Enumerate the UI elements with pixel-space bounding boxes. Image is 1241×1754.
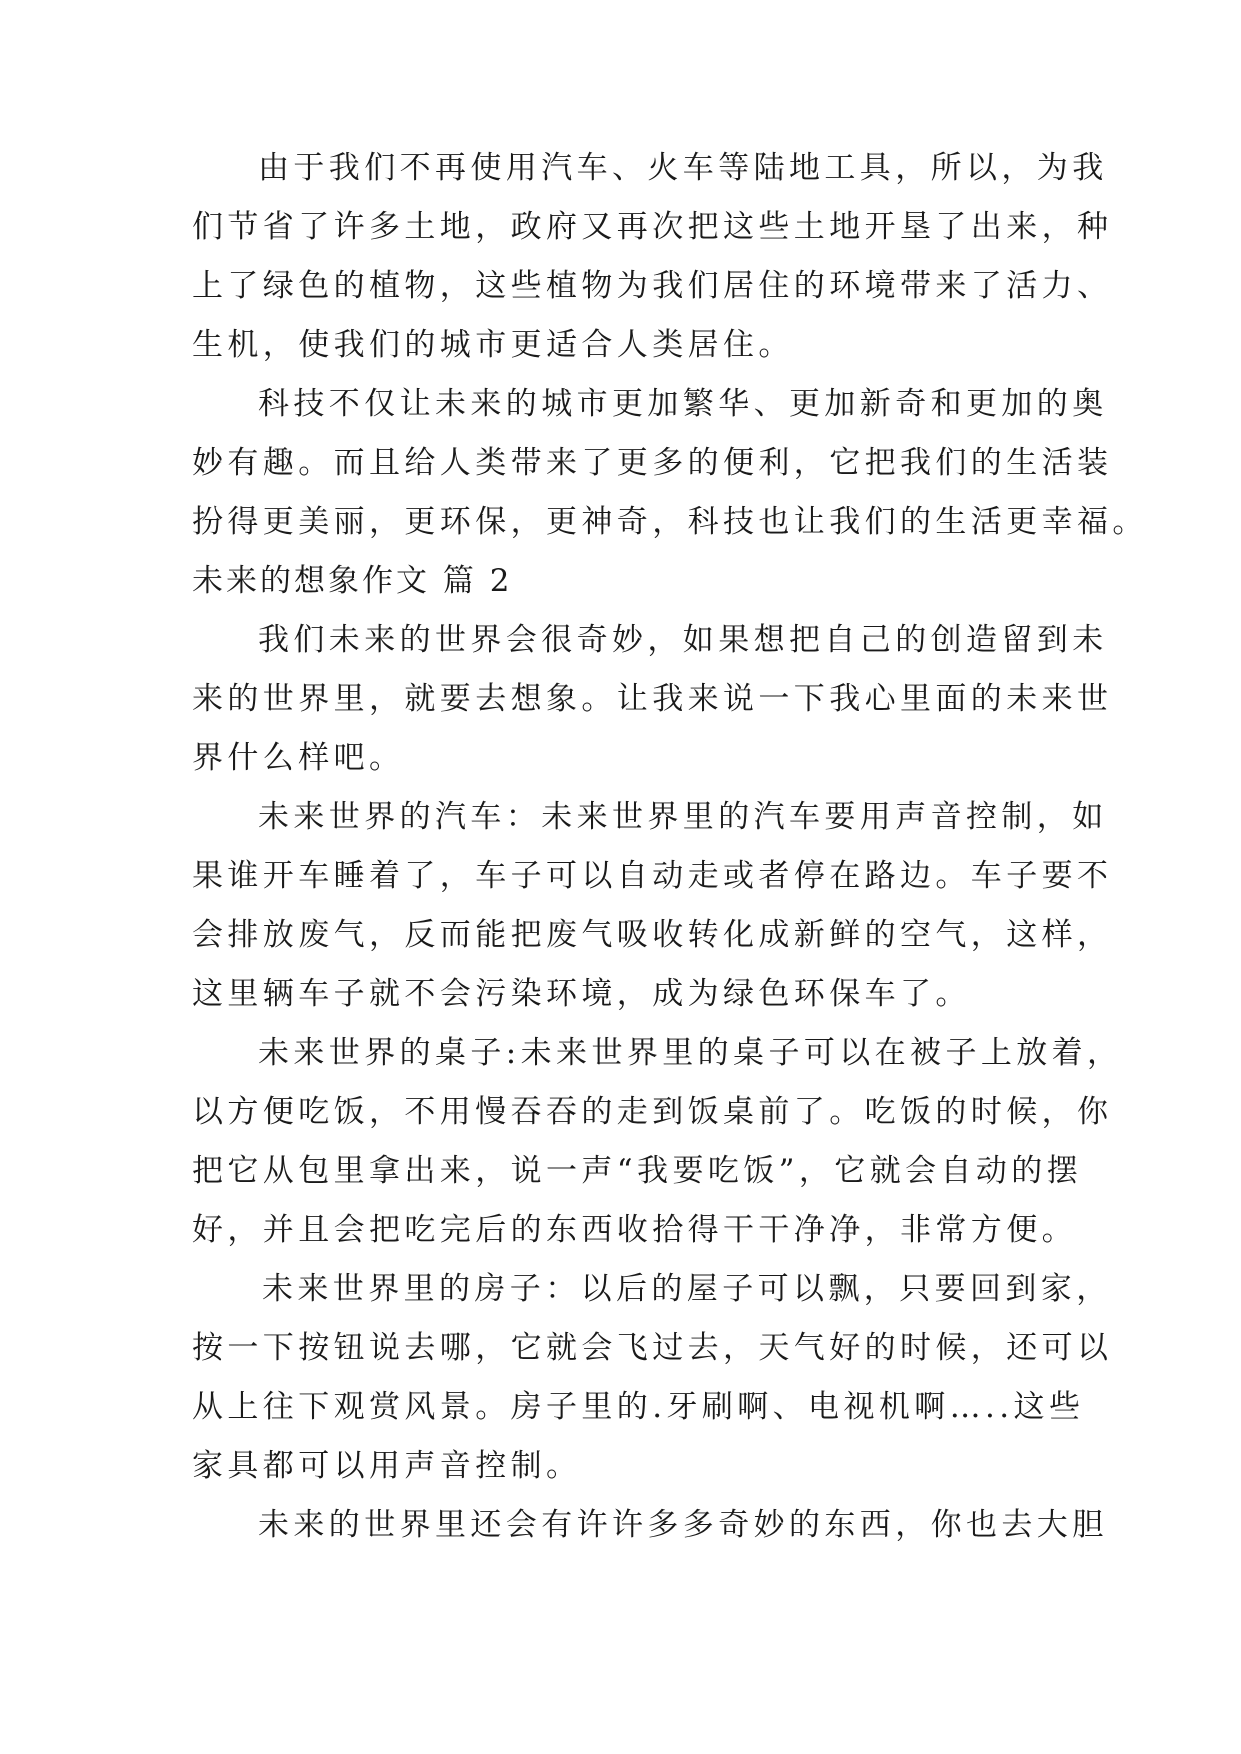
paragraph-line: 来的世界里，就要去想象。让我来说一下我心里面的未来世 [192,681,1113,717]
paragraph-line: 科技不仅让未来的城市更加繁华、更加新奇和更加的奥 [258,386,1108,422]
paragraph-line: 把它从包里拿出来，说一声“我要吃饭”，它就会自动的摆 [192,1153,1083,1189]
paragraph-line: 按一下按钮说去哪，它就会飞过去，天气好的时候，还可以 [192,1330,1113,1366]
paragraph-line: 从上往下观赏风景。房子里的.牙刷啊、电视机啊…..这些 [192,1389,1085,1425]
paragraph-line: 上了绿色的植物，这些植物为我们居住的环境带来了活力、 [192,268,1113,304]
section-heading: 未来的想象作文 篇 2 [192,563,513,599]
paragraph-line: 会排放废气，反而能把废气吸收转化成新鲜的空气，这样， [192,917,1113,953]
paragraph-line: 好，并且会把吃完后的东西收拾得干干净净，非常方便。 [192,1212,1077,1248]
paragraph-line: 家具都可以用声音控制。 [192,1448,582,1484]
paragraph-line: 未来世界里的房子：以后的屋子可以飘，只要回到家， [262,1271,1112,1307]
paragraph-line: 以方便吃饭，不用慢吞吞的走到饭桌前了。吃饭的时候，你 [192,1094,1113,1130]
paragraph-line: 由于我们不再使用汽车、火车等陆地工具，所以，为我 [258,150,1108,186]
paragraph-line: 生机，使我们的城市更适合人类居住。 [192,327,794,363]
paragraph-line: 扮得更美丽，更环保，更神奇，科技也让我们的生活更幸福。 [192,504,1148,540]
paragraph-line: 未来的世界里还会有许许多多奇妙的东西，你也去大胆 [258,1507,1108,1543]
paragraph-line: 界什么样吧。 [192,740,405,776]
paragraph-line: 未来世界的汽车：未来世界里的汽车要用声音控制，如 [258,799,1108,835]
paragraph-line: 未来世界的桌子:未来世界里的桌子可以在被子上放着， [258,1035,1123,1071]
paragraph-line: 果谁开车睡着了，车子可以自动走或者停在路边。车子要不 [192,858,1113,894]
paragraph-line: 们节省了许多土地，政府又再次把这些土地开垦了出来，种 [192,209,1113,245]
paragraph-line: 我们未来的世界会很奇妙，如果想把自己的创造留到未 [258,622,1108,658]
paragraph-line: 妙有趣。而且给人类带来了更多的便利，它把我们的生活装 [192,445,1113,481]
paragraph-line: 这里辆车子就不会污染环境，成为绿色环保车了。 [192,976,971,1012]
